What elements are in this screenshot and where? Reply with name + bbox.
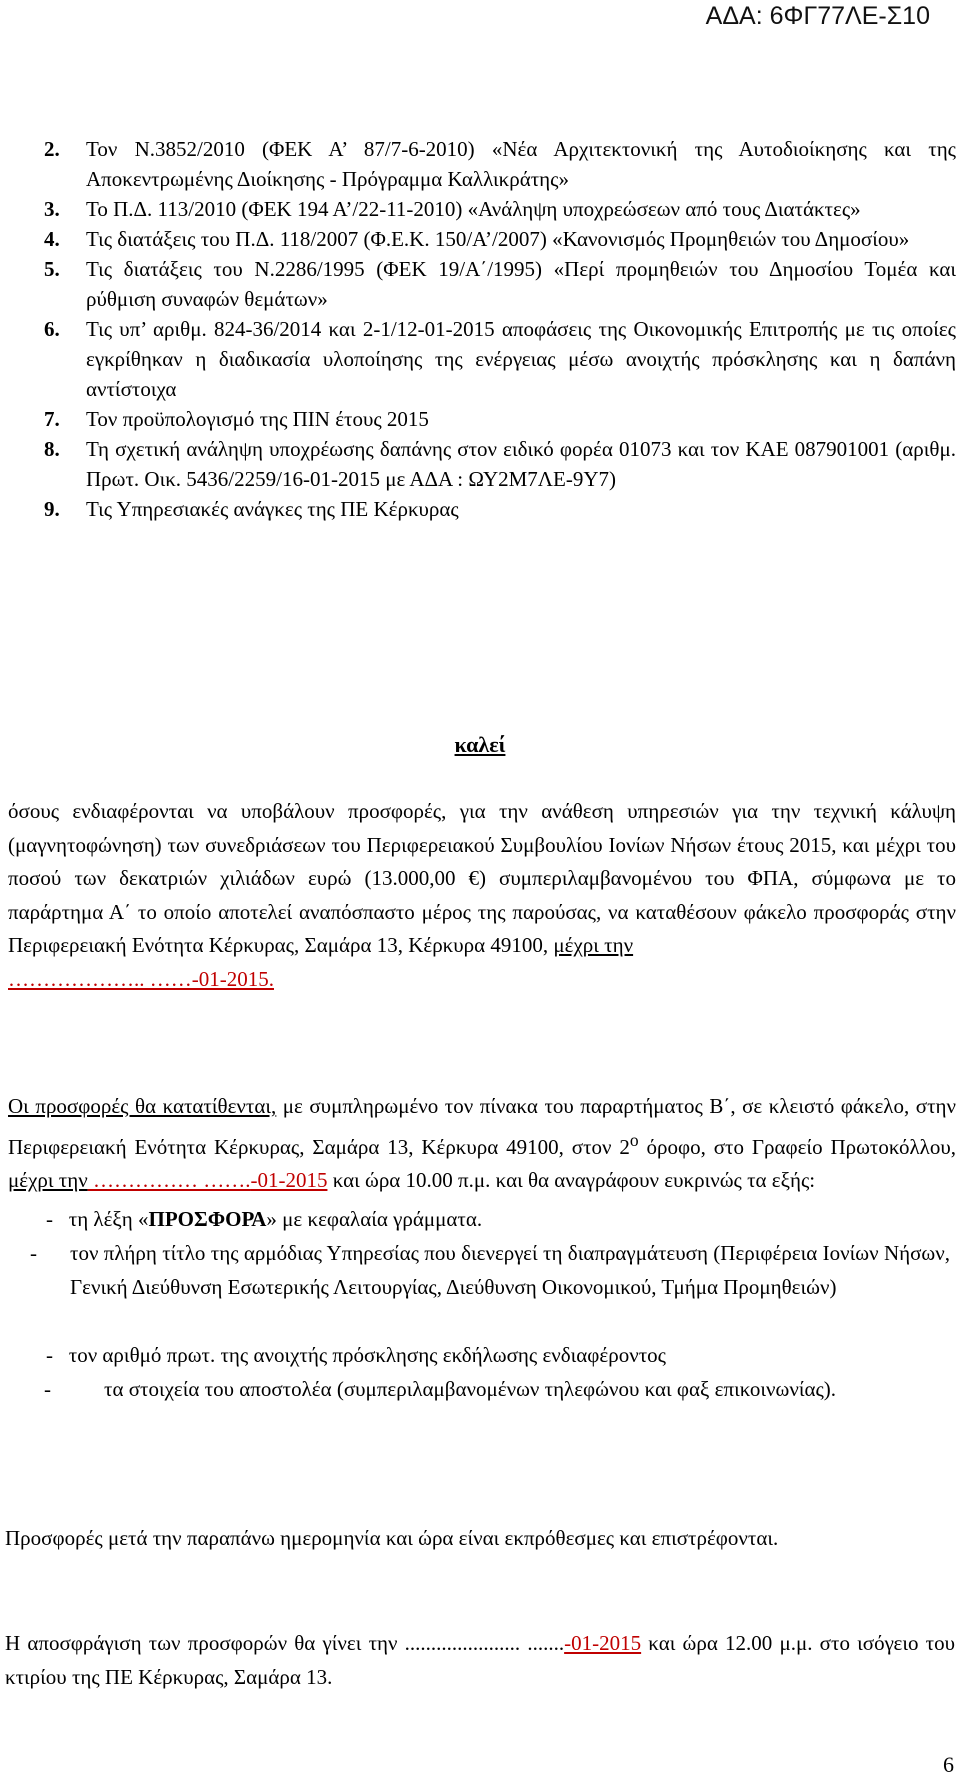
submission-text-a: με συμπληρωμένο τον πίνακα του παραρτήματος Β΄, σε κλειστό φάκελο, στην Περιφερειακή Ενότητα Κέρκυρας, Σαμάρα 13, Κέρκυρα 49100, στον 2 xyxy=(8,1094,956,1159)
item-number: 2. xyxy=(44,137,60,161)
opening-text-a: Η αποσφράγιση των προσφορών θα γίνει την ...................... ....... xyxy=(5,1631,565,1655)
item-number: 4. xyxy=(44,227,60,251)
consideration-item xyxy=(44,194,956,224)
late-notice: Προσφορές μετά την παραπάνω ημερομηνία και ώρα είναι εκπρόθεσμες και επιστρέφονται. xyxy=(5,1526,779,1550)
invitation-paragraph xyxy=(8,795,956,996)
opening-date: -01-2015 xyxy=(564,1631,642,1655)
list-item: - τον αριθμό πρωτ. της ανοιχτής πρόσκλησης εκδήλωσης ενδιαφέροντος xyxy=(46,1343,666,1367)
item-number: 8. xyxy=(44,437,60,461)
list-item: τα στοιχεία του αποστολέα (συμπεριλαμβανομένων τηλεφώνου και φαξ επικοινωνίας). xyxy=(104,1377,837,1401)
item-text: Τον Ν.3852/2010 (ΦΕΚ Α’ 87/7-6-2010) «Νέα Αρχιτεκτονική της Αυτοδιοίκησης και της Αποκεντρωμένης Διοίκησης - Πρόγραμμα Καλλικράτης» xyxy=(86,137,956,191)
dash-marker: - xyxy=(44,1377,51,1401)
item-1-bold: ΠΡΟΣΦΟΡΑ xyxy=(148,1207,267,1231)
item-text: Τη σχετική ανάληψη υποχρέωσης δαπάνης στον ειδικό φορέα 01073 και τον ΚΑΕ 087901001 (αριθμ. Πρωτ. Οικ. 5436/2259/16-01-2015 με ΑΔΑ : ΩΥ2Μ7ΛΕ-9Υ7) xyxy=(86,437,956,491)
consideration-item xyxy=(44,254,956,314)
item-text: Τις διατάξεις του Ν.2286/1995 (ΦΕΚ 19/Α΄/1995) «Περί προμηθειών του Δημοσίου Τομέα και ρύθμιση συναφών θεμάτων» xyxy=(86,257,956,311)
item-1-post: » με κεφαλαία γράμματα. xyxy=(266,1207,483,1231)
item-3-text: τον αριθμό πρωτ. της ανοιχτής πρόσκλησης εκδήλωσης ενδιαφέροντος xyxy=(68,1343,666,1367)
opening-paragraph xyxy=(5,1627,955,1694)
submission-text-c: και ώρα 10.00 π.μ. και θα αναγράφουν ευκρινώς τα εξής: xyxy=(327,1168,816,1192)
submission-until: μέχρι την xyxy=(8,1168,88,1192)
consideration-item xyxy=(44,314,956,404)
item-text: Τις διατάξεις του Π.Δ. 118/2007 (Φ.Ε.Κ. 150/Α’/2007) «Κανονισμός Προμηθειών του Δημοσίου» xyxy=(86,227,910,251)
item-text: Τις Υπηρεσιακές ανάγκες της ΠΕ Κέρκυρας xyxy=(86,497,459,521)
item-number: 3. xyxy=(44,197,60,221)
item-number: 5. xyxy=(44,257,60,281)
submission-paragraph xyxy=(8,1090,956,1198)
consideration-item xyxy=(44,134,956,194)
item-text: Το Π.Δ. 113/2010 (ΦΕΚ 194 Α’/22-11-2010) «Ανάληψη υποχρεώσεων από τους Διατάκτες» xyxy=(86,197,861,221)
submission-text-b: όροφο, στο Γραφείο Πρωτοκόλλου, xyxy=(638,1134,956,1159)
item-number: 9. xyxy=(44,497,60,521)
consideration-item xyxy=(44,224,956,254)
item-text: Τον προϋπολογισμό της ΠΙΝ έτους 2015 xyxy=(86,407,429,431)
list-item: τον πλήρη τίτλο της αρμόδιας Υπηρεσίας που διενεργεί τη διαπραγμάτευση (Περιφέρεια Ιονίων Νήσων, Γενική Διεύθυνση Εσωτερικής Λειτουργίας, Διεύθυνση Οικονομικού, Τμήμα Προμηθειών) xyxy=(70,1241,950,1299)
consideration-item xyxy=(44,404,956,434)
item-text: Τις υπ’ αριθμ. 824-36/2014 και 2-1/12-01-2015 αποφάσεις της Οικονομικής Επιτροπής με τις οποίες εγκρίθηκαν η διαδικασία υλοποίησης της ενέργειας μέσω ανοιχτής πρόσκλησης και η δαπάνη αντίστοιχα xyxy=(86,317,956,401)
invitation-text: όσους ενδιαφέρονται να υποβάλουν προσφορές, για την ανάθεση υπηρεσιών για την τεχνική κάλυψη (μαγνητοφώνηση) των συνεδριάσεων του Περιφερειακού Συμβουλίου Ιονίων Νήσων έτους 2015, και μέχρι του ποσού των δεκατριών χιλιάδων ευρώ (13.000,00 €) συμπεριλαμβανομένου του ΦΠΑ, σύμφωνα με το παράρτημα Α΄ το οποίο αποτελεί αναπόσπαστο μέρος της παρούσας, να καταθέσουν φάκελο προσφοράς στην Περιφερειακή Ενότητα Κέρκυρας, Σαμάρα 13, Κέρκυρα 49100, xyxy=(8,799,956,957)
dash-marker: - xyxy=(30,1241,37,1265)
submission-date-dots: …………… ……. xyxy=(87,1168,251,1192)
submission-date: -01-2015 xyxy=(250,1168,328,1192)
item-1-pre: τη λέξη « xyxy=(68,1207,149,1231)
consideration-item xyxy=(44,494,956,524)
deadline-date: ……………….. ……-01-2015. xyxy=(8,966,274,991)
kalei-heading: καλεί xyxy=(454,732,506,757)
deadline-label: μέχρι την xyxy=(553,933,634,957)
page-number: 6 xyxy=(943,1752,954,1777)
item-number: 6. xyxy=(44,317,60,341)
item-number: 7. xyxy=(44,407,60,431)
floor-superscript: ο xyxy=(629,1129,639,1150)
opening-text-b: και ώρα 12.00 μ.μ. στο ισόγειο του κτιρίου της ΠΕ Κέρκυρας, Σαμάρα 13. xyxy=(5,1631,956,1689)
submission-lead: Οι προσφορές θα κατατίθενται, xyxy=(8,1094,277,1118)
ada-code: ΑΔΑ: 6ΦΓ77ΛΕ-Σ10 xyxy=(705,2,930,30)
list-item: - τη λέξη «ΠΡΟΣΦΟΡΑ» με κεφαλαία γράμματα. xyxy=(46,1207,483,1231)
considerations-list xyxy=(44,134,956,524)
consideration-item xyxy=(44,434,956,494)
